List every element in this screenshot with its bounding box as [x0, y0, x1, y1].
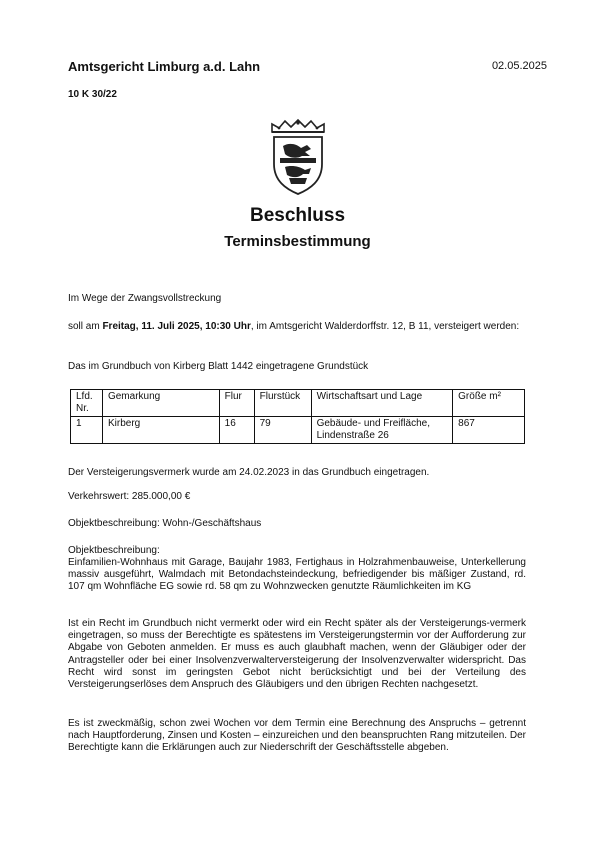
intro-text: Im Wege der Zwangsvollstreckung: [68, 293, 222, 304]
table-cell: 16: [219, 417, 254, 444]
table-header-row: [71, 390, 525, 417]
termin-text: [68, 321, 526, 333]
objekt-short-text: Objektbeschreibung: Wohn-/Geschäftshaus: [68, 518, 262, 529]
document-title: Beschluss: [249, 205, 346, 226]
document-subtitle: Terminsbestimmung: [224, 233, 371, 250]
table-header-cell: Größe m²: [453, 390, 525, 417]
termin-suffix: , im Amtsgericht Walderdorffstr. 12, B 11, versteigert werden:: [250, 321, 520, 332]
document-date: 02.05.2025: [491, 60, 547, 72]
hesse-coat-of-arms-icon: [267, 118, 329, 196]
table-header-cell: Flurstück: [254, 390, 311, 417]
court-name: Amtsgericht Limburg a.d. Lahn: [68, 59, 261, 74]
table-cell: Kirberg: [102, 417, 219, 444]
objekt-description: Einfamilien-Wohnhaus mit Garage, Baujahr 1983, Fertighaus in Holzrahmenbauweise, Unterkellerung massiv ausgeführt, Walmdach mit Betondachsteindeckung, befriedigender bis mäßiger Zustand, rd. 107 qm Wohnfläche EG sowie rd. 58 qm zu Wohnzwecken genutzte Räumlichkeiten im KG: [68, 557, 526, 593]
zweck-paragraph: Es ist zweckmäßig, schon zwei Wochen vor dem Termin eine Berechnung des Anspruchs – getrennt nach Hauptforderung, Zinsen und Kosten – einzureichen und den beanspruchten Rang mitzuteilen. Der Berechtigte kann die Erklärungen auch zur Niederschrift der Geschäftsstelle abgeben.: [68, 718, 526, 754]
table-cell: Gebäude- und Freifläche, Lindenstraße 26: [311, 417, 453, 444]
table-cell: 1: [71, 417, 103, 444]
table-header-cell: Flur: [219, 390, 254, 417]
grundbuch-text: Das im Grundbuch von Kirberg Blatt 1442 eingetragene Grundstück: [68, 361, 369, 372]
table-header-cell: Lfd. Nr.: [71, 390, 103, 417]
verkehrswert-text: Verkehrswert: 285.000,00 €: [68, 491, 191, 502]
table-header-cell: Wirtschaftsart und Lage: [311, 390, 453, 417]
termin-prefix: soll am: [68, 321, 103, 332]
objekt-label: Objektbeschreibung:: [68, 545, 160, 556]
table-row: [71, 417, 525, 444]
vermerk-text: Der Versteigerungsvermerk wurde am 24.02.2023 in das Grundbuch eingetragen.: [68, 467, 430, 478]
table-cell: 867: [453, 417, 525, 444]
recht-paragraph: Ist ein Recht im Grundbuch nicht vermerkt oder wird ein Recht später als der Versteigerungs-vermerk eingetragen, so muss der Berechtigte es spätestens im Versteigerungstermin vor der Aufforderung zur Abgabe von Geboten anmelden. Er muss es auch glaubhaft machen, wenn der Gläubiger oder der Antragsteller oder bei einer Insolvenzverwalterversteigerung der Insolvenzverwalter widerspricht. Das Recht wird sonst im geringsten Gebot nicht berücksichtigt und bei der Verteilung des Versteigerungserlöses dem Anspruch des Gläubigers und den übrigen Rechten nachgesetzt.: [68, 618, 526, 691]
termin-date-time: Freitag, 11. Juli 2025, 10:30 Uhr: [102, 321, 251, 332]
table-header-cell: Gemarkung: [102, 390, 219, 417]
grundstueck-table: [70, 389, 525, 444]
table-cell: 79: [254, 417, 311, 444]
case-number: 10 K 30/22: [68, 89, 117, 100]
